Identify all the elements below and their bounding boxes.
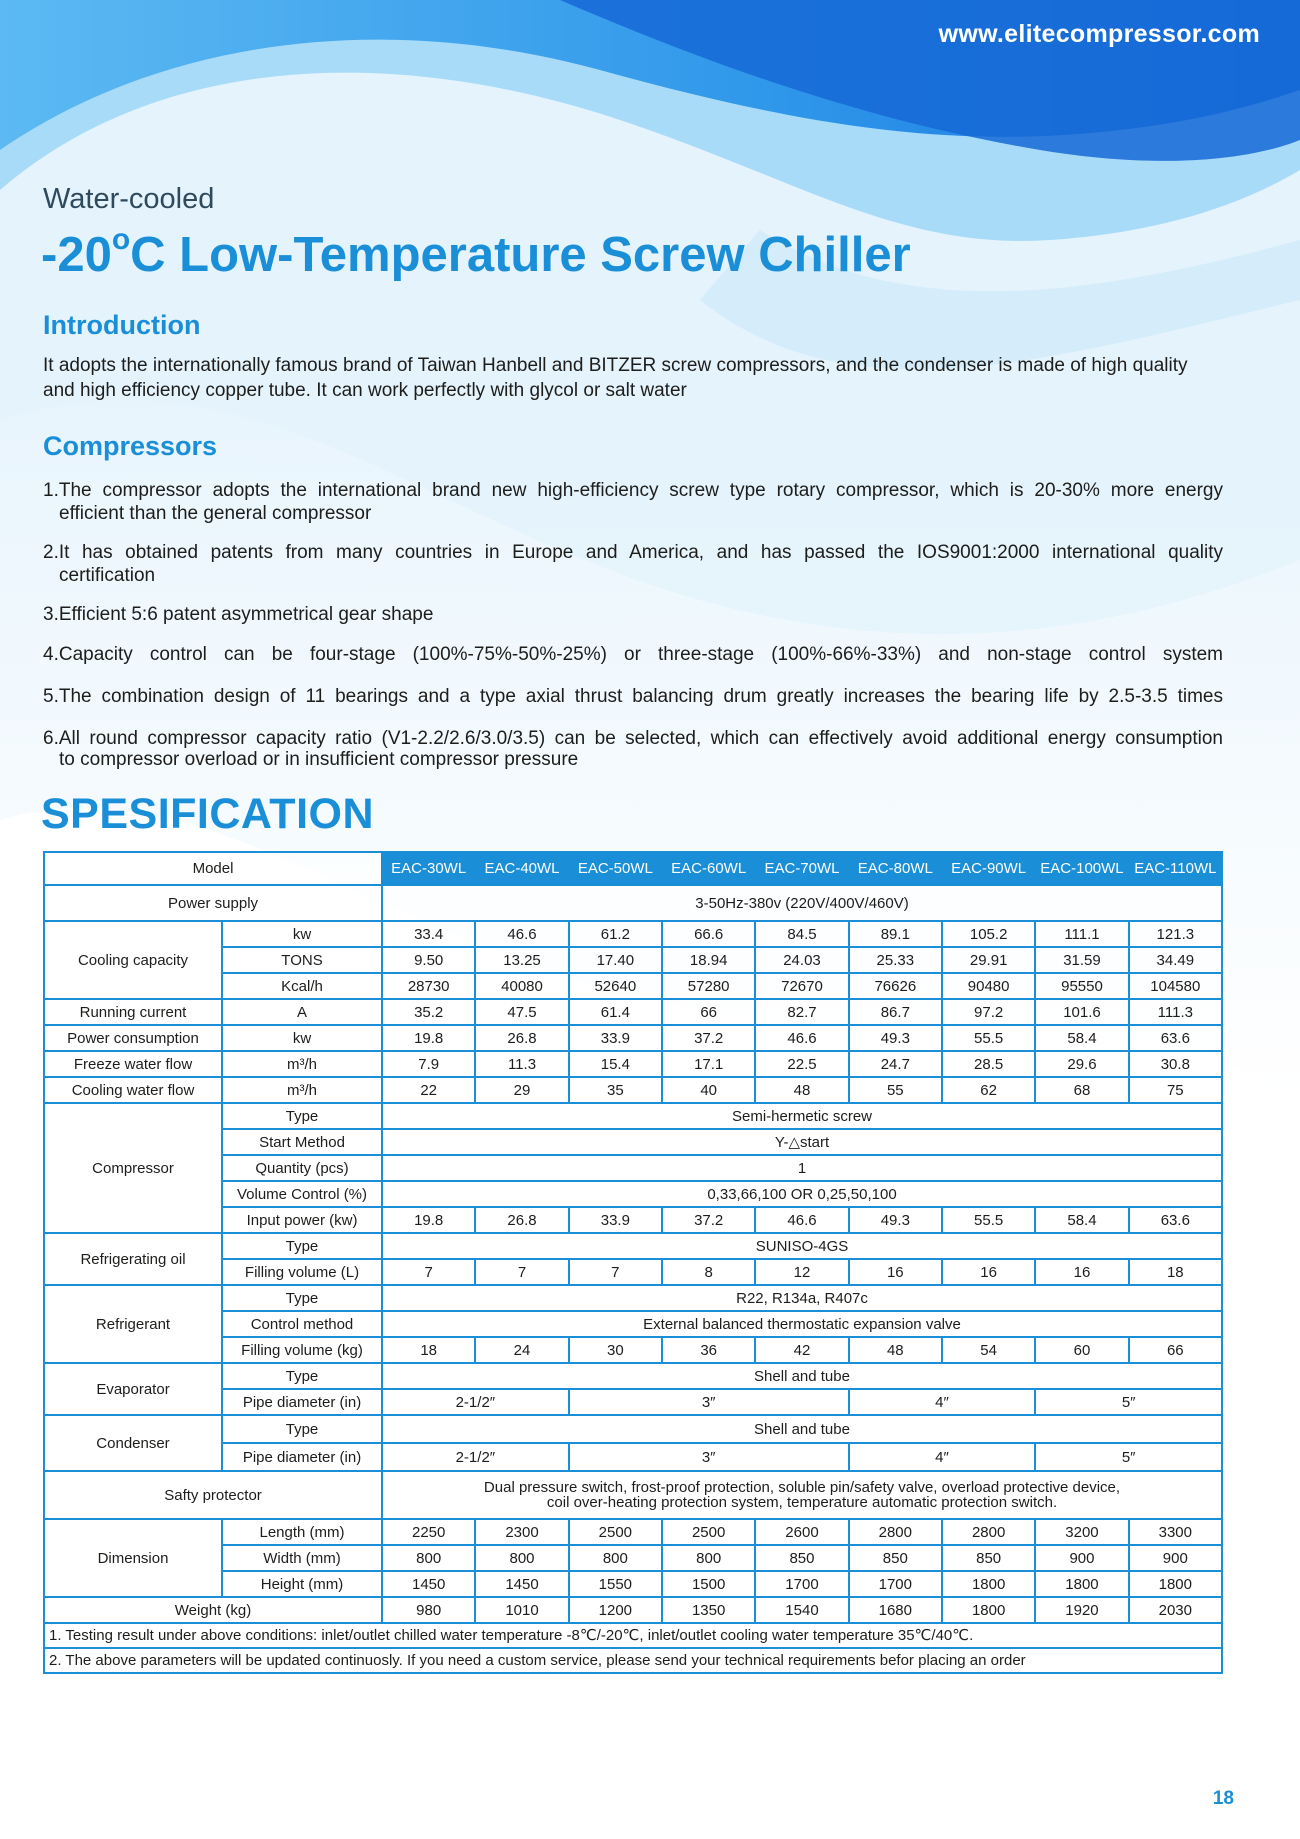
merged-cell: Semi-hermetic screw bbox=[382, 1103, 1222, 1129]
table-cell: 2250 bbox=[382, 1519, 475, 1545]
table-cell: 37.2 bbox=[662, 1207, 755, 1233]
table-row bbox=[44, 1415, 1222, 1443]
degree-sign: o bbox=[111, 223, 131, 256]
table-cell: 12 bbox=[755, 1259, 848, 1285]
model-header: EAC-80WL bbox=[849, 852, 942, 885]
table-cell: 1450 bbox=[382, 1571, 475, 1597]
sub-label: Type bbox=[222, 1103, 382, 1129]
table-cell: 7 bbox=[475, 1259, 568, 1285]
merged-cell: 1 bbox=[382, 1155, 1222, 1181]
compressor-item-4: 4.Capacity control can be four-stage (100%-75%-50%-25%) or three-stage (100%-66%-33%) and non-stage control system bbox=[43, 644, 1223, 665]
table-cell: 7.9 bbox=[382, 1051, 475, 1077]
table-row bbox=[44, 1285, 1222, 1311]
table-cell: 1350 bbox=[662, 1597, 755, 1623]
table-cell: 48 bbox=[849, 1337, 942, 1363]
sub-label: Type bbox=[222, 1285, 382, 1311]
table-cell: 850 bbox=[849, 1545, 942, 1571]
table-row bbox=[44, 1025, 1222, 1051]
table-cell: 3300 bbox=[1129, 1519, 1222, 1545]
table-cell: 62 bbox=[942, 1077, 1035, 1103]
table-cell: 58.4 bbox=[1035, 1207, 1128, 1233]
table-row bbox=[44, 1519, 1222, 1545]
table-cell: 26.8 bbox=[475, 1025, 568, 1051]
table-cell: 101.6 bbox=[1035, 999, 1128, 1025]
table-cell: 850 bbox=[755, 1545, 848, 1571]
sub-label: Length (mm) bbox=[222, 1519, 382, 1545]
table-cell: 1800 bbox=[942, 1597, 1035, 1623]
table-cell: 75 bbox=[1129, 1077, 1222, 1103]
table-cell: 1500 bbox=[662, 1571, 755, 1597]
table-row bbox=[44, 1648, 1222, 1673]
table-cell: 52640 bbox=[569, 973, 662, 999]
merged-cell: SUNISO-4GS bbox=[382, 1233, 1222, 1259]
table-cell: 22 bbox=[382, 1077, 475, 1103]
model-header: EAC-50WL bbox=[569, 852, 662, 885]
table-cell: 104580 bbox=[1129, 973, 1222, 999]
page-title bbox=[41, 223, 911, 283]
model-header: EAC-70WL bbox=[755, 852, 848, 885]
model-header: EAC-90WL bbox=[942, 852, 1035, 885]
table-cell: 18 bbox=[382, 1337, 475, 1363]
title-suffix: C Low-Temperature Screw Chiller bbox=[130, 228, 911, 282]
sub-label: Pipe diameter (in) bbox=[222, 1389, 382, 1415]
table-cell: 24.03 bbox=[755, 947, 848, 973]
running-current-label: Running current bbox=[44, 999, 222, 1025]
table-cell: 2500 bbox=[662, 1519, 755, 1545]
title-prefix: -20 bbox=[41, 228, 112, 282]
table-row bbox=[44, 1623, 1222, 1648]
unit-cell: A bbox=[222, 999, 382, 1025]
table-cell: 55 bbox=[849, 1077, 942, 1103]
sub-label: Filling volume (L) bbox=[222, 1259, 382, 1285]
table-cell: 15.4 bbox=[569, 1051, 662, 1077]
table-cell: 34.49 bbox=[1129, 947, 1222, 973]
compressor-item-3: 3.Efficient 5:6 patent asymmetrical gear shape bbox=[43, 604, 434, 625]
unit-cell: kw bbox=[222, 921, 382, 947]
table-cell: 26.8 bbox=[475, 1207, 568, 1233]
table-cell: 18 bbox=[1129, 1259, 1222, 1285]
page-subtitle: Water-cooled bbox=[43, 183, 215, 215]
condenser-label: Condenser bbox=[44, 1415, 222, 1471]
merged-cell: R22, R134a, R407c bbox=[382, 1285, 1222, 1311]
table-cell: 25.33 bbox=[849, 947, 942, 973]
table-cell: 19.8 bbox=[382, 1207, 475, 1233]
table-cell: 7 bbox=[382, 1259, 475, 1285]
table-cell: 66.6 bbox=[662, 921, 755, 947]
table-cell: 58.4 bbox=[1035, 1025, 1128, 1051]
table-row bbox=[44, 921, 1222, 947]
table-cell: 33.9 bbox=[569, 1207, 662, 1233]
table-cell: 17.40 bbox=[569, 947, 662, 973]
power-supply-label: Power supply bbox=[44, 885, 382, 921]
table-cell: 37.2 bbox=[662, 1025, 755, 1051]
table-cell: 9.50 bbox=[382, 947, 475, 973]
table-cell: 60 bbox=[1035, 1337, 1128, 1363]
table-cell: 18.94 bbox=[662, 947, 755, 973]
sub-label: Width (mm) bbox=[222, 1545, 382, 1571]
sub-label: Pipe diameter (in) bbox=[222, 1443, 382, 1471]
table-cell: 33.4 bbox=[382, 921, 475, 947]
table-cell: 900 bbox=[1129, 1545, 1222, 1571]
table-cell: 1680 bbox=[849, 1597, 942, 1623]
table-cell: 66 bbox=[662, 999, 755, 1025]
table-cell: 8 bbox=[662, 1259, 755, 1285]
table-row bbox=[44, 1471, 1222, 1519]
merged-cell: 5″ bbox=[1035, 1443, 1222, 1471]
model-label: Model bbox=[44, 852, 382, 885]
table-cell: 97.2 bbox=[942, 999, 1035, 1025]
table-cell: 31.59 bbox=[1035, 947, 1128, 973]
unit-cell: Kcal/h bbox=[222, 973, 382, 999]
table-cell: 2800 bbox=[942, 1519, 1035, 1545]
table-row bbox=[44, 1233, 1222, 1259]
table-cell: 28.5 bbox=[942, 1051, 1035, 1077]
sub-label: Type bbox=[222, 1363, 382, 1389]
weight-label: Weight (kg) bbox=[44, 1597, 382, 1623]
sub-label: Height (mm) bbox=[222, 1571, 382, 1597]
table-cell: 1450 bbox=[475, 1571, 568, 1597]
table-row bbox=[44, 1051, 1222, 1077]
table-cell: 89.1 bbox=[849, 921, 942, 947]
table-cell: 2030 bbox=[1129, 1597, 1222, 1623]
table-cell: 46.6 bbox=[755, 1207, 848, 1233]
table-cell: 61.4 bbox=[569, 999, 662, 1025]
merged-cell: Y-△start bbox=[382, 1129, 1222, 1155]
unit-cell: m³/h bbox=[222, 1077, 382, 1103]
merged-cell: Shell and tube bbox=[382, 1363, 1222, 1389]
table-cell: 30.8 bbox=[1129, 1051, 1222, 1077]
merged-cell: 2-1/2″ bbox=[382, 1443, 569, 1471]
introduction-heading: Introduction bbox=[43, 310, 201, 340]
table-cell: 22.5 bbox=[755, 1051, 848, 1077]
table-cell: 48 bbox=[755, 1077, 848, 1103]
cooling-capacity-label: Cooling capacity bbox=[44, 921, 222, 999]
table-cell: 33.9 bbox=[569, 1025, 662, 1051]
table-cell: 16 bbox=[849, 1259, 942, 1285]
power-consumption-label: Power consumption bbox=[44, 1025, 222, 1051]
table-cell: 54 bbox=[942, 1337, 1035, 1363]
safety-line: coil over-heating protection system, temperature automatic protection switch. bbox=[546, 1494, 1058, 1511]
table-cell: 800 bbox=[569, 1545, 662, 1571]
sub-label: Volume Control (%) bbox=[222, 1181, 382, 1207]
table-cell: 3200 bbox=[1035, 1519, 1128, 1545]
table-cell: 35.2 bbox=[382, 999, 475, 1025]
table-cell: 90480 bbox=[942, 973, 1035, 999]
table-cell: 29.6 bbox=[1035, 1051, 1128, 1077]
table-cell: 980 bbox=[382, 1597, 475, 1623]
table-row bbox=[44, 1597, 1222, 1623]
introduction-text: It adopts the internationally famous brand of Taiwan Hanbell and BITZER screw compressors, and the condenser is made of high quality and high efficiency copper tube. It can work perfectly with glycol or salt water bbox=[43, 355, 1188, 401]
model-header: EAC-110WL bbox=[1129, 852, 1222, 885]
table-row bbox=[44, 999, 1222, 1025]
table-cell: 7 bbox=[569, 1259, 662, 1285]
table-cell: 68 bbox=[1035, 1077, 1128, 1103]
safety-protector-label: Safty protector bbox=[44, 1471, 382, 1519]
table-cell: 63.6 bbox=[1129, 1207, 1222, 1233]
sub-label: Type bbox=[222, 1233, 382, 1259]
table-cell: 61.2 bbox=[569, 921, 662, 947]
sub-label: Type bbox=[222, 1415, 382, 1443]
sub-label: Control method bbox=[222, 1311, 382, 1337]
table-cell: 42 bbox=[755, 1337, 848, 1363]
table-cell: 2600 bbox=[755, 1519, 848, 1545]
power-supply-value: 3-50Hz-380v (220V/400V/460V) bbox=[382, 885, 1222, 921]
table-row bbox=[44, 885, 1222, 921]
dimension-label: Dimension bbox=[44, 1519, 222, 1597]
table-note: 2. The above parameters will be updated continuosly. If you need a custom service, please send your technical requirements befor placing an order bbox=[44, 1648, 1222, 1673]
table-cell: 28730 bbox=[382, 973, 475, 999]
table-cell: 55.5 bbox=[942, 1207, 1035, 1233]
model-row bbox=[44, 852, 1222, 885]
table-cell: 55.5 bbox=[942, 1025, 1035, 1051]
safety-line: Dual pressure switch, frost-proof protection, soluble pin/safety valve, overload protective device, bbox=[483, 1479, 1121, 1496]
table-row bbox=[44, 1103, 1222, 1129]
model-header: EAC-60WL bbox=[662, 852, 755, 885]
table-cell: 11.3 bbox=[475, 1051, 568, 1077]
table-cell: 46.6 bbox=[475, 921, 568, 947]
merged-cell: 3″ bbox=[569, 1443, 849, 1471]
compressor-item-5: 5.The combination design of 11 bearings and a type axial thrust balancing drum greatly increases the bearing life by 2.5-3.5 times bbox=[43, 686, 1223, 707]
table-cell: 2500 bbox=[569, 1519, 662, 1545]
page-number: 18 bbox=[1212, 1788, 1234, 1809]
table-cell: 800 bbox=[475, 1545, 568, 1571]
unit-cell: TONS bbox=[222, 947, 382, 973]
table-cell: 86.7 bbox=[849, 999, 942, 1025]
table-cell: 850 bbox=[942, 1545, 1035, 1571]
table-cell: 1700 bbox=[849, 1571, 942, 1597]
table-cell: 17.1 bbox=[662, 1051, 755, 1077]
compressor-item-6: 6.All round compressor capacity ratio (V1-2.2/2.6/3.0/3.5) can be selected, which can effectively avoid additional energy consumption to compressor overload or in insufficient compressor pressure bbox=[43, 728, 1223, 770]
table-cell: 29.91 bbox=[942, 947, 1035, 973]
refrigerant-label: Refrigerant bbox=[44, 1285, 222, 1363]
table-cell: 1700 bbox=[755, 1571, 848, 1597]
table-cell: 76626 bbox=[849, 973, 942, 999]
sub-label: Quantity (pcs) bbox=[222, 1155, 382, 1181]
table-cell: 40 bbox=[662, 1077, 755, 1103]
evaporator-label: Evaporator bbox=[44, 1363, 222, 1415]
table-cell: 2300 bbox=[475, 1519, 568, 1545]
table-cell: 30 bbox=[569, 1337, 662, 1363]
table-cell: 66 bbox=[1129, 1337, 1222, 1363]
sub-label: Start Method bbox=[222, 1129, 382, 1155]
model-header: EAC-30WL bbox=[382, 852, 475, 885]
table-cell: 82.7 bbox=[755, 999, 848, 1025]
table-cell: 19.8 bbox=[382, 1025, 475, 1051]
table-cell: 111.1 bbox=[1035, 921, 1128, 947]
table-cell: 46.6 bbox=[755, 1025, 848, 1051]
merged-cell: 4″ bbox=[849, 1389, 1036, 1415]
table-cell: 49.3 bbox=[849, 1207, 942, 1233]
table-cell: 95550 bbox=[1035, 973, 1128, 999]
table-cell: 84.5 bbox=[755, 921, 848, 947]
table-cell: 1800 bbox=[942, 1571, 1035, 1597]
merged-cell: 3″ bbox=[569, 1389, 849, 1415]
freeze-water-flow-label: Freeze water flow bbox=[44, 1051, 222, 1077]
sub-label: Filling volume (kg) bbox=[222, 1337, 382, 1363]
table-cell: 800 bbox=[382, 1545, 475, 1571]
table-cell: 49.3 bbox=[849, 1025, 942, 1051]
model-header: EAC-40WL bbox=[475, 852, 568, 885]
unit-cell: kw bbox=[222, 1025, 382, 1051]
table-cell: 13.25 bbox=[475, 947, 568, 973]
model-header: EAC-100WL bbox=[1035, 852, 1128, 885]
table-cell: 1010 bbox=[475, 1597, 568, 1623]
specification-heading: SPESIFICATION bbox=[41, 790, 375, 838]
table-cell: 57280 bbox=[662, 973, 755, 999]
table-cell: 2800 bbox=[849, 1519, 942, 1545]
table-row bbox=[44, 1363, 1222, 1389]
refrigerating-oil-label: Refrigerating oil bbox=[44, 1233, 222, 1285]
table-cell: 105.2 bbox=[942, 921, 1035, 947]
table-cell: 1800 bbox=[1035, 1571, 1128, 1597]
merged-cell: External balanced thermostatic expansion valve bbox=[382, 1311, 1222, 1337]
table-cell: 16 bbox=[942, 1259, 1035, 1285]
table-cell: 1200 bbox=[569, 1597, 662, 1623]
table-cell: 1540 bbox=[755, 1597, 848, 1623]
table-cell: 16 bbox=[1035, 1259, 1128, 1285]
compressor-item-2: 2.It has obtained patents from many countries in Europe and America, and has passed the IOS9001:2000 international quality certification bbox=[43, 542, 1223, 586]
compressors-heading: Compressors bbox=[43, 431, 218, 461]
website-url[interactable]: www.elitecompressor.com bbox=[938, 20, 1260, 48]
unit-cell: m³/h bbox=[222, 1051, 382, 1077]
table-cell: 40080 bbox=[475, 973, 568, 999]
table-cell: 24.7 bbox=[849, 1051, 942, 1077]
merged-cell: 5″ bbox=[1035, 1389, 1222, 1415]
table-cell: 29 bbox=[475, 1077, 568, 1103]
table-row bbox=[44, 1077, 1222, 1103]
table-cell: 111.3 bbox=[1129, 999, 1222, 1025]
merged-cell: 0,33,66,100 OR 0,25,50,100 bbox=[382, 1181, 1222, 1207]
table-cell: 1800 bbox=[1129, 1571, 1222, 1597]
table-note: 1. Testing result under above conditions: inlet/outlet chilled water temperature -8℃/-20℃, inlet/outlet cooling water temperature 35℃/40℃. bbox=[44, 1623, 1222, 1648]
merged-cell: Shell and tube bbox=[382, 1415, 1222, 1443]
merged-cell: 4″ bbox=[849, 1443, 1036, 1471]
table-cell: 47.5 bbox=[475, 999, 568, 1025]
table-cell: 36 bbox=[662, 1337, 755, 1363]
table-cell: 900 bbox=[1035, 1545, 1128, 1571]
cooling-water-flow-label: Cooling water flow bbox=[44, 1077, 222, 1103]
table-cell: 72670 bbox=[755, 973, 848, 999]
specification-table bbox=[43, 851, 1223, 1674]
table-cell: 1920 bbox=[1035, 1597, 1128, 1623]
table-cell: 800 bbox=[662, 1545, 755, 1571]
table-cell: 121.3 bbox=[1129, 921, 1222, 947]
compressor-item-1: 1.The compressor adopts the international brand new high-efficiency screw type rotary compressor, which is 20-30% more energy efficient than the general compressor bbox=[43, 480, 1223, 524]
table-cell: 35 bbox=[569, 1077, 662, 1103]
table-cell: 63.6 bbox=[1129, 1025, 1222, 1051]
compressor-label: Compressor bbox=[44, 1103, 222, 1233]
table-cell: 24 bbox=[475, 1337, 568, 1363]
safety-protector-value bbox=[382, 1471, 1222, 1519]
merged-cell: 2-1/2″ bbox=[382, 1389, 569, 1415]
sub-label: Input power (kw) bbox=[222, 1207, 382, 1233]
table-cell: 1550 bbox=[569, 1571, 662, 1597]
